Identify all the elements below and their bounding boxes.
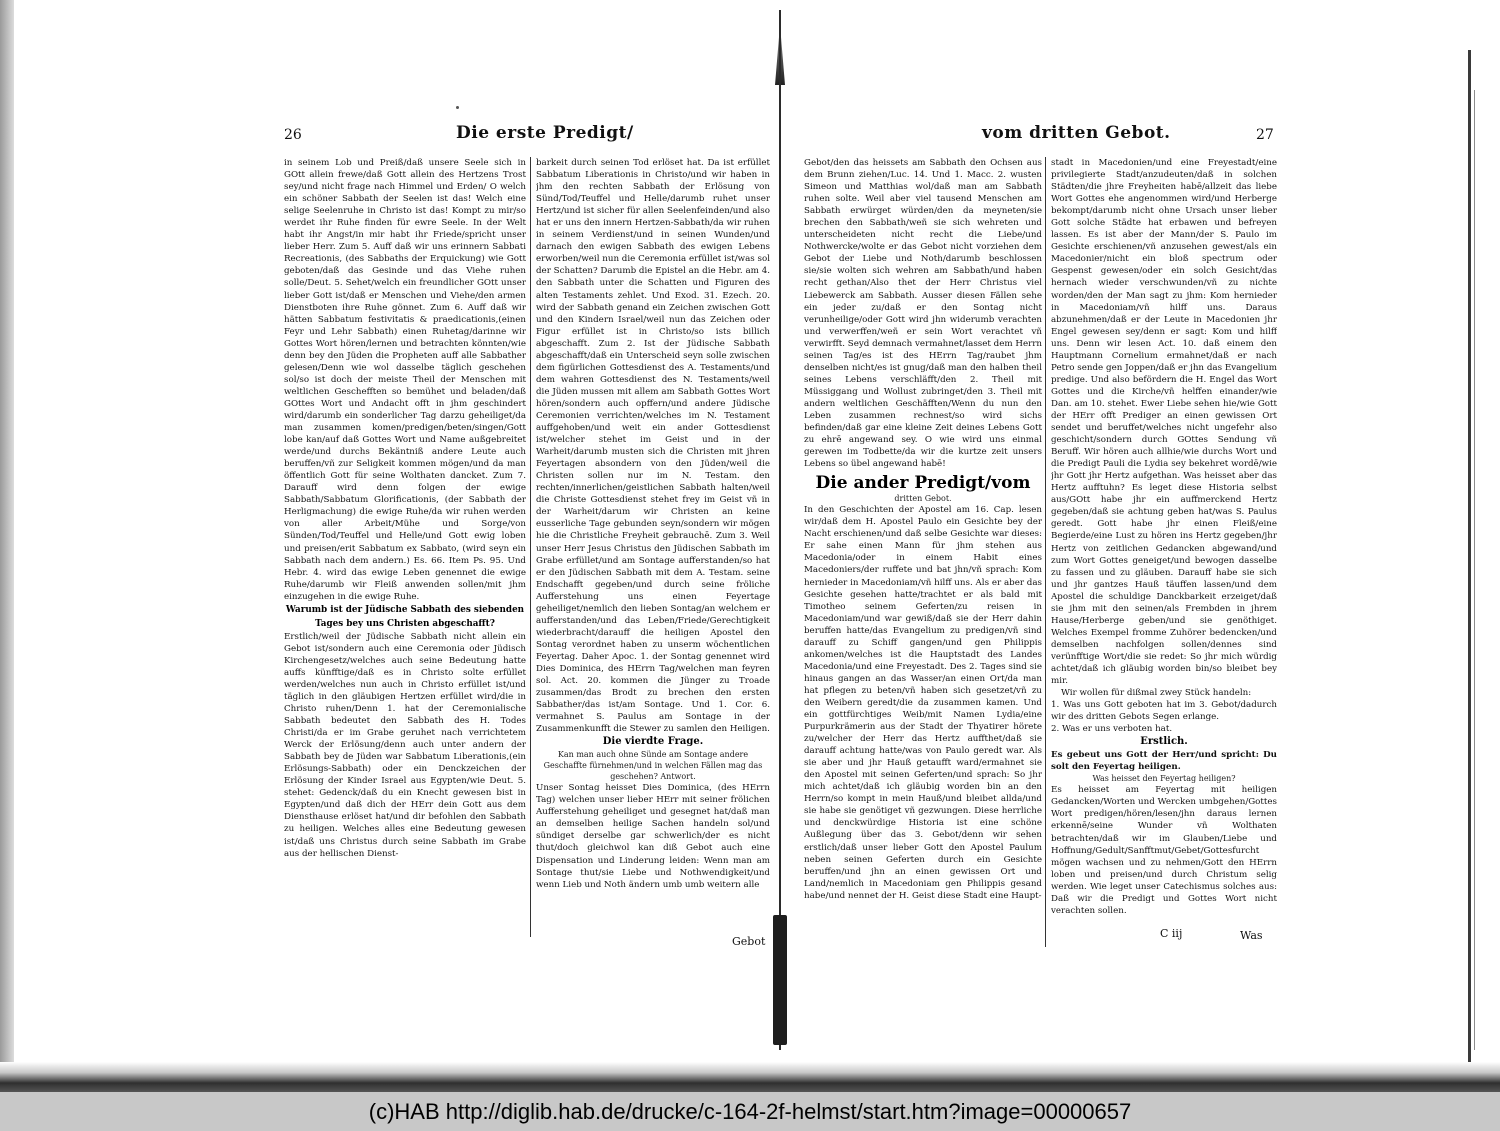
left-col1-text: in seinem Lob und Preiß/daß unsere Seele sich in GOtt allein frewe/daß Gott allein des Hertzens Trost sey/und nicht frage nach Himmel und Erden/ O welch ein schöner Sabbath der Seelen ist das! Welch eine selige Seelenruhe in Christo ist das! Kompt zu mir/so werdet ihr Ruhe finden für ewre Seele. In der Welt habt ihr Angst/in mir habt ihr Friede/spricht unser lieber Herr. Zum 5. Auff daß wir uns erinnern Sabbati Recreationis, (des Sabbaths der Erquickung) wie Gott geboten/daß das Gesinde und das Viehe ruhen solle/Deut. 5. Sehet/welch ein freundlicher GOtt unser lieber Gott ist/daß er Menschen und Viehe/den armen Dienstboten ihre Ruhe gönnet. Zum 6. Auff daß wir hätten Sabbatum festivitatis & praedicationis,(einen Feyr und Lehr Sabbath) einen Ruhetag/darinne wir Gottes Wort hören/lernen und betrachten könnten/wie denn bey den Jüden die Propheten auff alle Sabbather gelesen/Denn wie wol dasselbe täglich geschehen sol/so ist doch der meiste Theil der Menschen mit weltlichen Geschefften so bemühet und beladen/daß GOttes Wort und Andacht offt in jhm geschindert wird/darumb ein sonderlicher Tag darzu geheiliget/da man zusammen komen/predigen/beten/singen/Gott lobe kan/auf daß Gottes Wort und Name außgebreitet werde/und durchs Bekäntniß andere Leute auch beruffen/vñ zur Seligkeit kommen mögen/und da man öffentlich Gott für seine Wolthaten dancket. Zum 7. Darauff wird denn folgen der ewige Sabbath/Sabbatum Glorificationis, (der Sabbath der Herligmachung) die ewige Ruhe/da wir ruhen werden von aller Arbeit/Mühe und Sorge/von Sünden/Tod/Teuffel und Helle/und Gott ewig loben und preisen/erit Sabbatum ex Sabbato, (wird seyn ein Sabbath nach dem andern.) Es. 66. Item Ps. 95. Und Hebr. 4. wird das ewige Leben genennet die ewige Ruhe/darumb wir Fleiß anwenden sollen/mit jhm einzugehen in die ewige Ruhe. [284,158,526,602]
page-mark [456,106,459,109]
right-running-header [790,121,1350,151]
left-page [270,15,770,1065]
right-col1-text: Gebot/den das heissets am Sabbath den Ochsen aus dem Brunn ziehen/Luc. 14. Und 1. Macc. 2. wusten Simeon und Matthias wol/daß man am Sabbath ruhen solte. Weil aber viel tausend Menschen am Sabbath erwürget würden/den da meyneten/sie brechen den Sabbath/weñ sie sich wehreten und unterscheideten nicht recht die Liebe/und Nothwercke/wolte er das Gebot nicht vorziehen dem Gebot der Liebe und Noth/darumb beschlossen sie/sie wolten sich wehren am Sabbath/und haben recht gethan/Also thet der Herr Christus viel Liebewerck am Sabbath. Ausser diesen Fällen sehe ein jeder zu/daß er den Sontag nicht verunheilige/oder Gott wird jhn widerumb verachten und verwerffen/weñ er sein Wort verachtet vñ verwirfft. Seyd demnach vermahnet/lasset dem Herrn seinen Tag/es ist des HErrn Tag/raubet jhm denselben nicht/es ist gnug/daß man den halben theil seines Lebens verschläfft/den 2. Theil mit Müssiggang und Wollust zubringet/den 3. Theil mit andern weltlichen Geschäfften/Wenn du nun den Leben zusammen rechnest/so wird sichs befinden/daß gar eine kleine Zeit deines Lebens Gott zu ehrē angewand sey. O wie wird uns einmal gerewen im Todbette/da wir die kurtze zeit unsers Lebens so übel angewand habē! [804,158,1042,470]
right-page-number: 27 [1256,127,1274,143]
left-col2-answer: Unser Sontag heisset Dies Dominica, (des HErrn Tag) welchen unser lieber HErr mit seiner frölichen Aufferstehung geheiliget und gesegnet hat/daß man an demselben heilige Sachen handeln sol/und sündiget derselbe gar schwerlich/der es nicht thut/doch gleichwol kan diß Gebot auch eine Dispensation und Linderung leiden: Wenn man am Sontage thut/sie Liebe und Nothwendigkeit/und wenn Lieb und Noth ändern umb umb weitern alle [536,783,770,890]
right-col2-text: stadt in Macedonien/und eine Freyestadt/eine privilegierte Stadt/anzudeuten/daß in solchen Städten/die jhre Freyheiten habē/allzeit das liebe Wort Gottes ehe angenommen wird/und Herberge bekompt/darumb nicht ohne Ursach unser lieber Gott solche Städte hat erbawen und befreyen lassen. Es ist aber der Mann/der S. Paulo im Gesichte erschienen/vñ anzusehen gewest/als ein Macedonier/nicht ein bloß spectrum oder Gespenst gewesen/oder ein solch Gesicht/das hernach wieder verschwunden/vñ zu nichte worden/den der Man sagt zu jhm: Kom hernieder in Macedoniam/vñ hilff uns. Daraus abzunehmen/daß er der Leute in Macedonien jhr Engel gewesen sey/denn er sagt: Kom und hilff uns. Denn wir lesen Act. 10. daß einem den Hauptmann Cornelium ermahnet/daß er nach Petro sende gen Joppen/daß er jhn das Evangelium predige. Und also befördern die H. Engel das Wort Gottes und die Kirche/vñ helffen einander/wie Dan. am 10. stehet. Ewer Liebe sehen hie/wie Gott der HErr offt Prediger an einen gewissen Ort sendet und beruffet/welches nicht ungefehr also geschicht/sondern durch GOttes Sendung vñ Beruff. Wir hören auch allhie/wie durchs Wort und die Predigt Pauli die Lydia sey bekehret wordē/wie jhr Gott jhr Hertz aufgethan. Was heisset aber das Hertz aufftuhn? Es leget diese Historia selbst aus/GOtt habe jhr ein auffmerckend Hertz gegeben/daß sie achtung geben hat/was S. Paulus geredt. Gott habe jhr einen Fleiß/eine Begierde/eine Lust zu hören ins Hertz gegeben/jhr Hertz von zeitlichen Gedancken abgewand/und zum Wort Gottes geneiget/und bewogen dasselbe zu fassen und zu gläuben. Darauff habe sie sich und jhr gantzes Hauß täuffen lassen/und dem Apostel die schuldige Danckbarkeit erzeiget/daß sie jhm mit den seinen/als Frembden in jhrem Hause/Herberge geben/und sie genöthiget. Welches Exempel fromme Zuhörer bedencken/und demselben nachfolgen sollen/dennes sind verünfftige Wort/die sie redet: So jhr mich würdig achtet/daß ich gläubig worden bin/so bleibet bey mir. [1051,158,1277,687]
right-column-2 [1051,157,1277,942]
scan-frame-right-shadow [1474,90,1475,1050]
left-running-header [270,121,770,151]
scan-bottom-edge [0,1062,1500,1092]
right-col2-list-item-1: 1. Was uns Gott geboten hat im 3. Gebot/dadurch wir des dritten Gebots Segen erlange. [1051,700,1277,723]
left-column-2 [536,157,770,947]
right-column-1 [804,157,1042,947]
right-page [790,15,1350,1065]
left-running-title: Die erste Predigt/ [456,123,634,143]
left-column-divider [530,157,531,937]
right-col2-list-intro: Wir wollen für dißmal zwey Stück handeln: [1061,688,1252,699]
right-col1-subheading: dritten Gebot. [894,494,952,504]
book-gutter [773,10,787,1065]
scan-frame-left [0,0,14,1131]
left-col1-question: Warumb ist der Jüdische Sabbath des siebenden Tages bey uns Christen abgeschafft? [285,604,525,629]
right-running-title: vom dritten Gebot. [982,123,1171,143]
gutter-clip [773,915,787,1045]
left-col1-answer: Erstlich/weil der Jüdische Sabbath nicht allein ein Gebot ist/sondern auch eine Ceremonia oder Jüdisch Kirchengesetz/welches auch seine Bedeutung hatte auffs künfftige/daß es in Christo solte erfüllet werden/welches nun auch in Christo erfüllet ist/und täglich in den gläubigen Hertzen erfüllet wird/die in Christo ruhen/Denn 1. hat der Ceremonialische Sabbath bedeutet den Sabbath des H. Todes Christi/da er im Grabe geruhet nach verrichtetem Werck der Erlösung/denn auch unter andern der Sabbath bey de Jüden war Sabbatum Liberationis,(ein Erlösungs-Sabbath) oder ein Denckzeichen der Erlösung der Kinder Israel aus Egypten/wie Deut. 5. stehet: Gedenck/daß du ein Knecht gewesen bist in Egypten/und daß dich der HErr dein Gott aus dem Diensthause erlöset hat/und dir befohlen den Sabbath zu heiligen. Welches alles eine Bedeutung gewesen ist/daß uns Christus durch seine Sabbath im Grabe aus der hellischen Dienst- [284,631,526,859]
right-col2-heading: Erstlich. [1140,736,1188,748]
left-page-number: 26 [284,127,302,143]
left-col2-text: barkeit durch seinen Tod erlöset hat. Da ist erfüllet Sabbatum Liberationis in Christo/und wir haben in jhm den rechten Sabbath der Erlösung von Sünd/Tod/Teuffel und Helle/darumb ruhet unser Hertz/und ist sicher für allen Seelenfeinden/und also hat er uns den innern Hertzen-Sabbath/da wir ruhen in seinem Verdienst/und in seinen Wunden/und darnach den ewigen Sabbath des ewigen Lebens erworben/weil nun die Ceremonia erfüllet ist/was sol der Schatten? Darumb die Epistel an die Hebr. am 4. den Sabbath unter die Schatten und Figuren des alten Testaments zehlet. Und Exod. 31. Ezech. 20. wird der Sabbath genand ein Zeichen zwischen Gott und den Kindern Israel/weil nun das Zeichen oder Figur erfüllet ist in Christo/so ists billich abgeschafft. Zum 2. Ist der Jüdische Sabbath abgeschafft/daß ein Unterscheid seyn solle zwischen dem figürlichen Gottesdienst des A. Testaments/und dem wahren Gottesdienst des N. Testaments/weil die Jüden mussen mit allem am Sabbath Gottes Wort hören/sondern auch opffern/und andere Jüdische Ceremonien verrichten/welches im N. Testament auffgehoben/und weit ein ander Gottesdienst ist/welcher stehet im Geist und in der Warheit/darumb musten sich die Christen mit jhren Feyertagen absondern von den Jüden/weil die Christen sollen nur im N. Testam. den rechten/innerlichen/geistlichen Sabbath halten/weil die Christe Gottesdienst stehet frey im Geist vñ in der Warheit/darum wir Christen an keine eusserliche Tage gebunden seyn/sondern wir mögen hie die Christliche Freyheit gebrauchē. Zum 3. Weil unser Herr Jesus Christus den Jüdischen Sabbath im Grabe erfüllet/und am Sontage aufferstanden/so hat er den Jüdischen Sabbath mit dem A. Testam. seine Endschafft gegeben/und durch seine fröliche Aufferstehung uns einen Feyertage geheiliget/nemlich den lieben Sontag/an welchem er aufferstanden/und das Leben/Friede/Gerechtigkeit wiederbracht/darauff die heiligen Apostel den Sontag verordnet haben zu unserm wöchentlichen Feyertag. Daher Apoc. 1. der Sontag genennet wird Dies Dominica, des HErrn Tag/welchen man feyren sol. Act. 20. kommen die Jünger zu Troade zusammen/das Brodt zu brechen den ersten Sabbather/das ist/am Sontage. Und 1. Cor. 6. vermahnet S. Paulus am Sontage in der Zusammenkunfft die Stewer zu samlen den Heiligen. [536,158,770,735]
right-col2-command: Es gebeut uns Gott der Herr/und spricht: Du solt den Feyertag heiligen. [1051,750,1277,773]
right-col1-body: In den Geschichten der Apostel am 16. Cap. lesen wir/daß dem H. Apostel Paulo ein Gesichte bey der Nacht erschienen/und daß selbe Gesichte war dieses: Er sahe einen Mann für jhm stehen aus Macedonia/oder in einem Habit eines Macedoniers/der ruffete und bat jhn/vñ sprach: Kom hernieder in Macedoniam/vñ hilff uns. Als er aber das Gesichte gesehen hatte/trachtet er als bald mit Timotheo seinem Geferten/zu reisen in Macedoniam/und war gewiß/daß sie der Herr dahin beruffen hatte/das Evangelium zu predigen/vñ sind darauff zu Schiff gangen/und gen Philippis ankomen/welches ist die Hauptstadt des Landes Macedonia/und eine Freyestadt. Des 2. Tages sind sie hinaus gangen an das Wasser/an einen Ort/da man hat pflegen zu beten/vñ haben sich gesetzet/vñ zu den Weibern geredt/die da zusammen kamen. Und ein gottfürchtiges Weib/mit Namen Lydia/eine Purpurkrämerin aus der Stadt der Thyatirer hörete zu/welcher der Herr das Hertz auffthet/daß sie darauff achtung hatte/was von Paulo geredt war. Als sie aber und jhr Hauß getaufft ward/ermahnet sie den Apostel mit seinen Geferten/und sprach: So jhr mich achtet/daß ich gläubig worden bin an den Herrn/so kompt in mein Hauß/und bleibet allda/und sie habe sie genötiget vñ gezwungen. Diese herrliche und denckwürdige Historia ist eine schöne Außlegung über das 3. Gebot/denn wir sehen erstlich/daß unser lieber Gott den Apostel Paulum neben seinen Geferten durch ein Gesichte beruffen/und jhn an einen gewissen Ort und Land/nemlich in Macedoniam gen Philippis gesand habe/und nennet der H. Geist diese Stadt eine Haupt- [804,505,1042,901]
left-col2-heading: Die vierdte Frage. [602,736,704,748]
right-signature-mark: C iij [1160,927,1183,940]
scan-frame-right-edge [1468,50,1471,1065]
right-column-divider [1045,157,1046,947]
left-column-1 [284,157,526,937]
right-col1-heading: Die ander Predigt/vom [815,473,1031,494]
right-catchword: Was [1240,929,1263,942]
right-col2-answer: Es heisset am Feyertag mit heiligen Gedancken/Worten und Wercken umbgehen/Gottes Wort predigen/hören/lesen/jhn daraus lernen erkennē/seine Wunder vñ Wolthaten betrachten/daß wir im Glauben/Liebe und Hoffnung/Gedult/Sanfftmut/Gebet/Gottesfurcht mögen wachsen und zu nehmen/Gott den HErrn loben und preisen/und durch Christum selig werden. Wie leget unser Catechismus solches aus: Daß wir die Predigt und Gottes Wort nicht verachten sollen. [1051,785,1277,916]
citation-footer: (c)HAB http://diglib.hab.de/drucke/c-164-2f-helmst/start.htm?image=00000657 [0,1092,1500,1131]
right-col2-question: Was heisset den Feyertag heiligen? [1092,774,1236,784]
left-col2-question: Kan man auch ohne Sünde am Sontage andere Geschaffte fürnehmen/und in welchen Fällen mag das geschehen? Antwort. [543,750,763,782]
gutter-line [779,10,781,1050]
right-col2-list-item-2: 2. Was er uns verboten hat. [1051,724,1173,735]
left-catchword: Gebot [732,935,766,948]
